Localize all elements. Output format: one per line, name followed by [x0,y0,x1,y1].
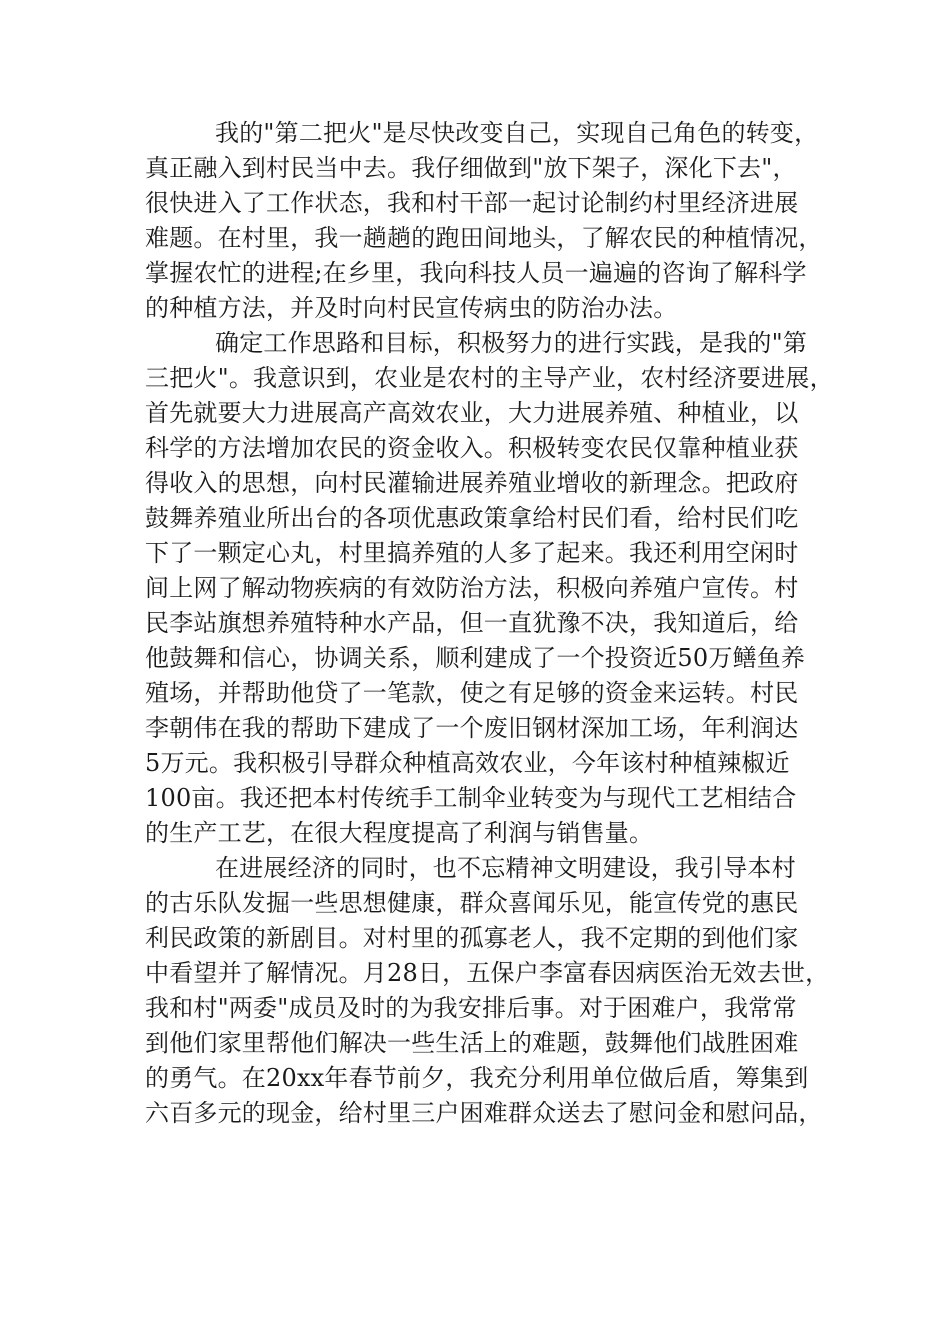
text-line: 下了一颗定心丸，村里搞养殖的人多了起来。我还利用空闲时 [145,539,799,567]
text-line: 的勇气。在20xx年春节前夕，我充分利用单位做后盾，筹集到 [145,1064,809,1092]
text-line: 首先就要大力进展高产高效农业，大力进展养殖、种植业，以 [145,399,799,427]
text-line: 难题。在村里，我一趟趟的跑田间地头，了解农民的种植情况， [145,224,823,252]
paragraph-2 [145,326,834,851]
text-line: 很快进入了工作状态，我和村干部一起讨论制约村里经济进展 [145,189,799,217]
paragraph-3 [145,851,830,1131]
text-line: 的种植方法，并及时向村民宣传病虫的防治办法。 [145,294,678,322]
body-text [145,116,834,1131]
text-line: 的古乐队发掘一些思想健康，群众喜闻乐见，能宣传党的惠民 [145,889,799,917]
text-line: 鼓舞养殖业所出台的各项优惠政策拿给村民们看，给村民们吃 [145,504,799,532]
text-line: 中看望并了解情况。月28日，五保户李富春因病医治无效去世， [145,959,830,987]
text-line: 我和村"两委"成员及时的为我安排后事。对于困难户，我常常 [145,994,797,1022]
text-line: 在进展经济的同时，也不忘精神文明建设，我引导本村 [215,854,796,882]
text-line: 确定工作思路和目标，积极努力的进行实践，是我的"第 [215,329,808,357]
text-line: 的生产工艺，在很大程度提高了利润与销售量。 [145,819,654,847]
text-line: 我的"第二把火"是尽快改变自己，实现自己角色的转变， [215,119,819,147]
text-line: 科学的方法增加农民的资金收入。积极转变农民仅靠种植业获 [145,434,799,462]
text-line: 利民政策的新剧目。对村里的孤寡老人，我不定期的到他们家 [145,924,799,952]
text-line: 100亩。我还把本村传统手工制伞业转变为与现代工艺相结合 [145,784,797,812]
text-line: 三把火"。我意识到，农业是农村的主导产业，农村经济要进展， [145,364,834,392]
text-line: 间上网了解动物疾病的有效防治方法，积极向养殖户宣传。村 [145,574,799,602]
text-line: 殖场，并帮助他贷了一笔款，使之有足够的资金来运转。村民 [145,679,799,707]
text-line: 5万元。我积极引导群众种植高效农业，今年该村种植辣椒近 [145,749,790,777]
text-line: 到他们家里帮他们解决一些生活上的难题，鼓舞他们战胜困难 [145,1029,799,1057]
text-line: 掌握农忙的进程;在乡里，我向科技人员一遍遍的咨询了解科学 [145,259,807,287]
text-line: 他鼓舞和信心，协调关系，顺利建成了一个投资近50万鳝鱼养 [145,644,806,672]
paragraph-1 [145,116,825,326]
text-line: 李朝伟在我的帮助下建成了一个废旧钢材深加工场，年利润达 [145,714,799,742]
text-line: 得收入的思想，向村民灌输进展养殖业增收的新理念。把政府 [145,469,799,497]
text-line: 民李站旗想养殖特种水产品，但一直犹豫不决，我知道后，给 [145,609,799,637]
text-line: 六百多元的现金，给村里三户困难群众送去了慰问金和慰问品， [145,1099,823,1127]
text-line: 真正融入到村民当中去。我仔细做到"放下架子，深化下去"， [145,154,797,182]
